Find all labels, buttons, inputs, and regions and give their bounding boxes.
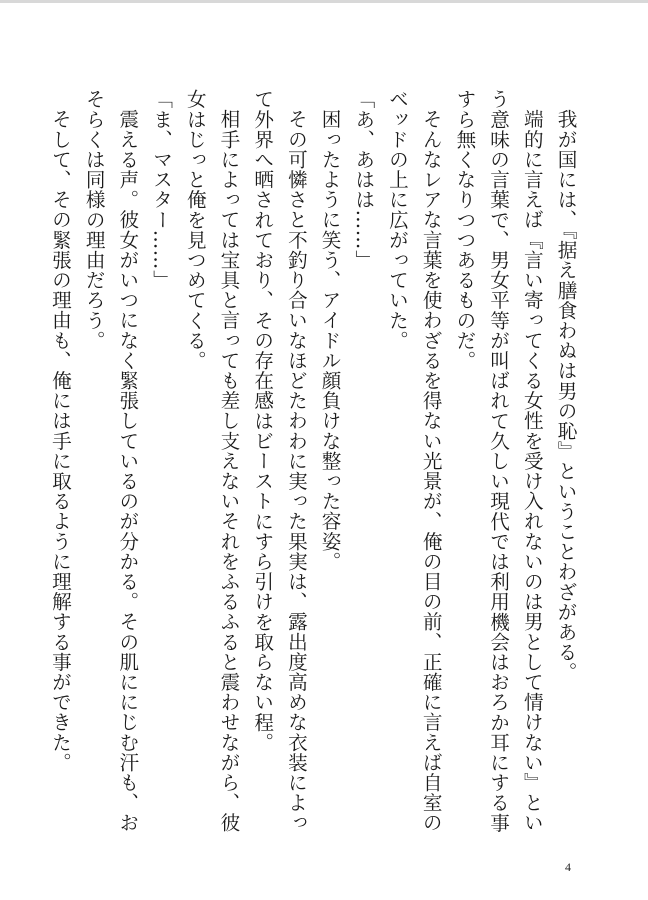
text-line: 端的に言えば『言い寄ってくる女性を受け入れないのは男として情けない』とい bbox=[520, 108, 544, 833]
top-edge-rule bbox=[0, 0, 648, 3]
text-line: て外界へ晒されており、その存在感はビーストにすら引けを取らない程。 bbox=[250, 89, 274, 753]
page-number: 4 bbox=[565, 860, 571, 874]
text-line: その可憐さと不釣り合いなほどたわわに実った果実は、露出度高めな衣装によっ bbox=[284, 108, 308, 833]
text-line: 相手によっては宝具と言っても差し支えないそれをふるふると震わせながら、彼 bbox=[216, 108, 240, 833]
text-line: 震える声。彼女がいつになく緊張しているのが分かる。その肌ににじむ汗も、お bbox=[115, 108, 139, 833]
text-line: そらくは同様の理由だろう。 bbox=[82, 89, 106, 351]
text-line: ベッドの上に広がっていた。 bbox=[385, 89, 409, 351]
dialogue-line: 「あ、あはは……」 bbox=[351, 89, 375, 270]
text-line: 女はじっと俺を見つめてくる。 bbox=[183, 89, 207, 371]
text-line: そして、その緊張の理由も、俺には手に取るように理解する事ができた。 bbox=[48, 108, 72, 772]
vertical-body-text bbox=[48, 89, 582, 833]
text-line: すら無くなりつつあるものだ。 bbox=[452, 89, 476, 371]
dialogue-line: 「ま、マスター……」 bbox=[149, 89, 173, 290]
text-line: う意味の言葉で、男女平等が叫ばれて久しい現代では利用機会はおろか耳にする事 bbox=[486, 89, 510, 833]
text-line: 我が国には、『据え膳食わぬは男の恥』ということわざがある。 bbox=[554, 108, 577, 682]
text-line: 困ったように笑う、アイドル顔負けな整った容姿。 bbox=[318, 108, 342, 571]
text-line: そんなレアな言葉を使わざるを得ない光景が、俺の目の前、正確に言えば自室の bbox=[419, 108, 443, 833]
